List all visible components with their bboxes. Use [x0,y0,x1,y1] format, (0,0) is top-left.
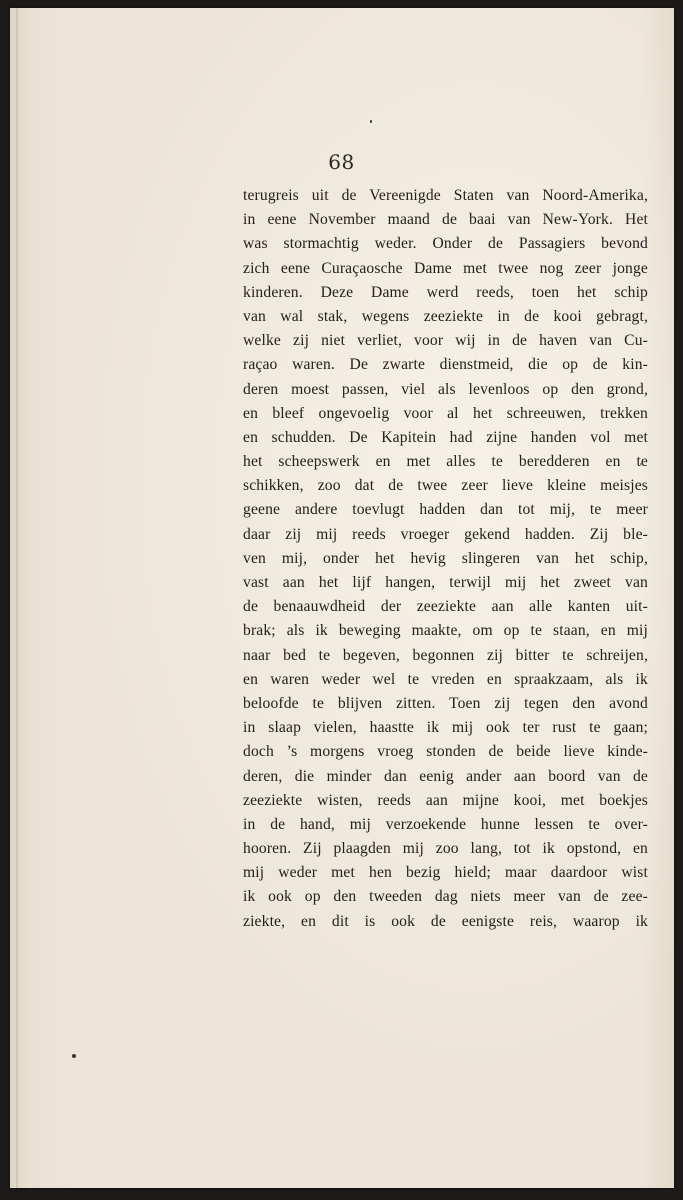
text-line: in slaap vielen, haastte ik mij ook ter rust te gaan; [243,719,648,737]
text-line: raçao waren. De zwarte dienstmeid, die op de kin- [243,356,648,374]
paper-speck [370,120,372,123]
text-line: deren, die minder dan eenig ander aan boord van de [243,767,648,785]
text-line: brak; als ik beweging maakte, om op te staan, en mij [243,622,648,640]
text-line: was stormachtig weder. Onder de Passagiers bevond [243,235,648,253]
text-line: kinderen. Deze Dame werd reeds, toen het schip [243,283,648,301]
text-line: schikken, zoo dat de twee zeer lieve kleine meisjes [243,477,648,495]
text-line: en bleef ongevoelig voor al het schreeuwen, trekken [243,404,648,422]
text-line: in eene November maand de baai van New-York. Het [243,211,648,229]
text-line: beloofde te blijven zitten. Toen zij tegen den avond [243,694,648,712]
text-line: zeeziekte wisten, reeds aan mijne kooi, met boekjes [243,791,648,809]
text-line: en schudden. De Kapitein had zijne handen vol met [243,428,648,446]
text-line: naar bed te begeven, begonnen zij bitter te schreijen, [243,646,648,664]
page-gutter [16,8,18,1188]
text-line: daar zij mij reeds vroeger gekend hadden. Zij ble- [243,525,648,543]
text-line: mij weder met hen bezig hield; maar daardoor wist [243,864,648,882]
page-number: 68 [328,150,355,174]
text-line: deren moest passen, viel als levenloos op den grond, [243,380,648,398]
text-line: ven mij, onder het hevig slingeren van het schip, [243,549,648,567]
text-line: doch ’s morgens vroeg stonden de beide lieve kinde- [243,743,648,761]
text-line: ziekte, en dit is ook de eenigste reis, waarop ik [243,912,648,930]
text-line: van wal stak, wegens zeeziekte in de kooi gebragt, [243,307,648,325]
paper-speck [72,1054,76,1058]
text-line: ik ook op den tweeden dag niets meer van de zee- [243,888,648,906]
text-line: vast aan het lijf hangen, terwijl mij het zweet van [243,574,648,591]
text-line: het scheepswerk en met alles te beredderen en te [243,453,648,471]
text-line: hooren. Zij plaagden mij zoo lang, tot ik opstond, en [243,840,648,858]
text-line: terugreis uit de Vereenigde Staten van Noord-Amerika, [243,187,648,204]
text-line: de benaauwdheid der zeeziekte aan alle kanten uit- [243,598,648,616]
text-line: welke zij niet verliet, voor wij in de haven van Cu- [243,332,648,350]
body-text [243,184,648,934]
text-line: in de hand, mij verzoekende hunne lessen te over- [243,815,648,833]
text-line: geene andere toevlugt hadden dan tot mij, te meer [243,501,648,519]
text-line: en waren weder wel te vreden en spraakzaam, als ik [243,670,648,688]
text-line: zich eene Curaçaosche Dame met twee nog zeer jonge [243,259,648,277]
